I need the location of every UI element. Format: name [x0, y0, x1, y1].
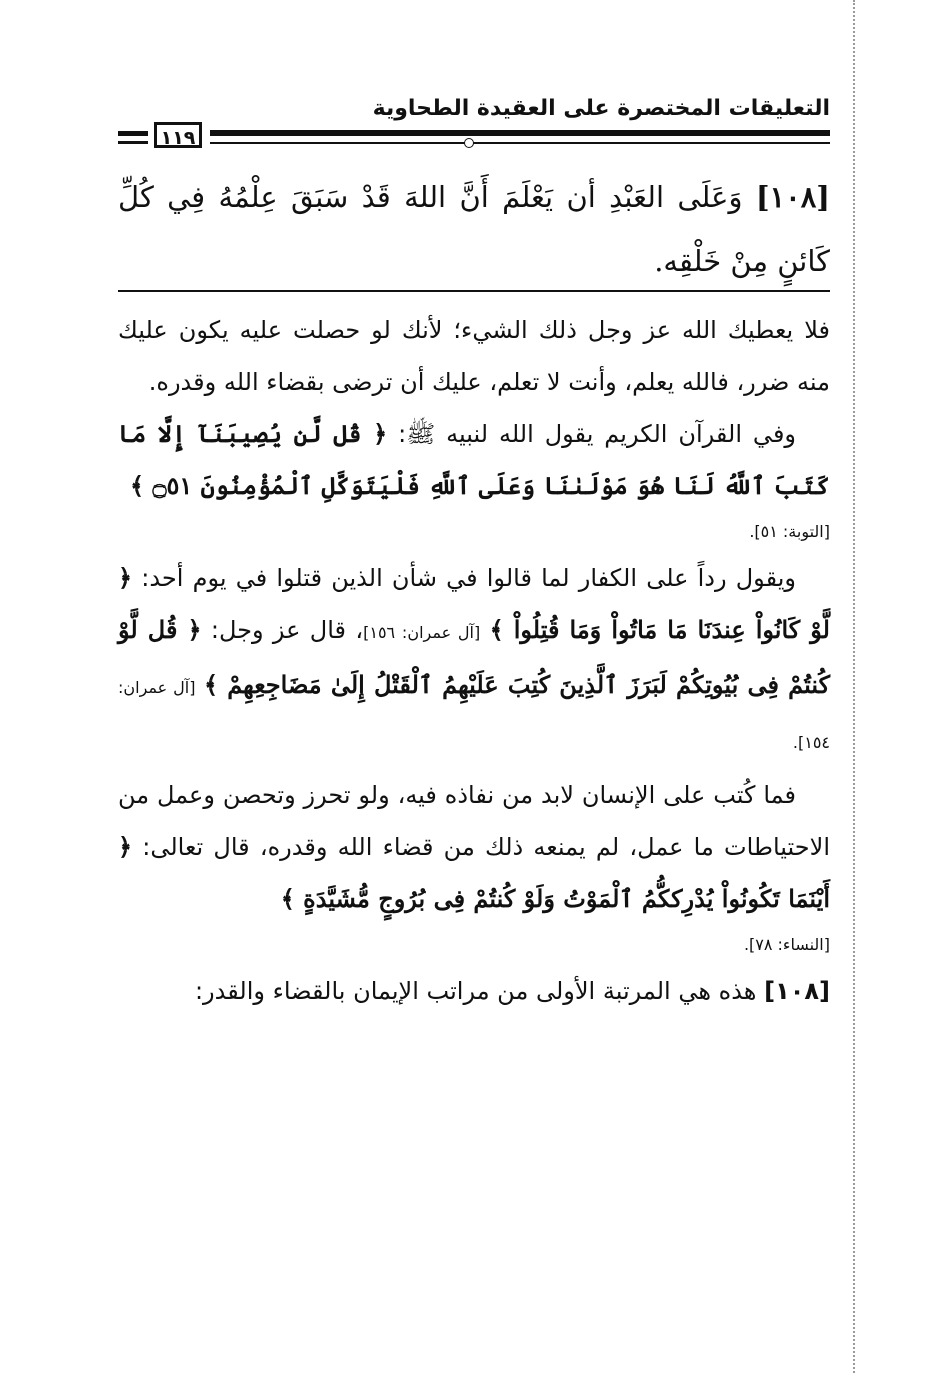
verse-reference-nisa: [النساء: ٧٨].	[743, 935, 830, 954]
paragraph-2	[118, 408, 830, 512]
header-ornament-icon	[464, 138, 474, 148]
paragraph-4	[118, 769, 830, 925]
paragraph-3-intro: ويقول رداً على الكفار لما قالوا في شأن الذين قتلوا في يوم أحد:	[141, 564, 796, 592]
commentary-body	[118, 304, 830, 1017]
page-edge-dotted-line	[853, 0, 855, 1373]
quran-verse-imran-156: ﴿ لَّوْ كَانُواْ عِندَنَا مَا مَاتُواْ وَمَا قُتِلُواْ ﴾	[118, 563, 830, 644]
matn-number: [١٠٨]	[755, 180, 831, 214]
paragraph-5-text: هذه هي المرتبة الأولى من مراتب الإيمان بالقضاء والقدر:	[194, 977, 757, 1005]
verse-reference-tawbah: [التوبة: ٥١].	[749, 522, 830, 541]
header-rule	[210, 130, 830, 136]
paragraph-3-mid: ، قال عز وجل:	[210, 616, 364, 644]
running-header-title: التعليقات المختصرة على العقيدة الطحاوية	[372, 96, 830, 121]
matn-separator	[118, 290, 830, 292]
page-number: ١١٩	[154, 122, 202, 148]
page-number-bar	[118, 131, 148, 136]
matn-text: وَعَلَى العَبْدِ أن يَعْلَمَ أَنَّ اللهَ قَدْ سَبَقَ عِلْمُهُ فِي كُلِّ كَائنٍ مِنْ خَلْقِه.	[118, 180, 830, 278]
paragraph-4-intro: فما كُتب على الإنسان لابد من نفاذه فيه، ولو تحرز وتحصن وعمل من الاحتياطات ما عمل، لم يمنعه ذلك من قضاء الله وقدره، قال تعالى:	[118, 781, 830, 861]
quran-verse-nisa: ﴿ أَيْنَمَا تَكُونُواْ يُدْرِككُّمُ ٱلْمَوْتُ وَلَوْ كُنتُمْ فِى بُرُوجٍ مُّشَيَّدَةٍ ﴾	[118, 832, 830, 913]
page-number-bar-thin	[118, 141, 148, 144]
matn-text-block	[118, 165, 830, 293]
paragraph-1: فلا يعطيك الله عز وجل ذلك الشيء؛ لأنك لو حصلت عليه يكون عليك منه ضرر، فالله يعلم، وأنت لا تعلم، عليك أن ترضى بقضاء الله وقدره.	[118, 316, 830, 396]
paragraph-5	[118, 965, 830, 1017]
paragraph-3	[118, 552, 830, 769]
paragraph-5-number: [١٠٨]	[764, 977, 830, 1005]
header-rule-thin	[210, 142, 830, 144]
verse-reference-imran-156: [آل عمران: ١٥٦]	[363, 623, 481, 642]
quran-verse-imran-154: ﴿ قُل لَّوْ كُنتُمْ فِى بُيُوتِكُمْ لَبَرَزَ ٱلَّذِينَ كُتِبَ عَلَيْهِمُ ٱلْقَتْلُ إِلَىٰ مَضَاجِعِهِمْ ﴾	[118, 615, 830, 699]
quran-verse-tawbah: ﴿ قُل لَّن يُصِيبَنَآ إِلَّا مَا كَتَبَ ٱللَّهُ لَنَا هُوَ مَوْلَىٰنَا وَعَلَى ٱللَّهِ فَلْيَتَوَكَّلِ ٱلْمُؤْمِنُونَ ۝٥١ ﴾	[118, 419, 830, 500]
verse-reference-imran-154: [آل عمران: ١٥٤].	[118, 678, 830, 752]
paragraph-2-intro: وفي القرآن الكريم يقول الله لنبيه ﷺ:	[398, 420, 797, 448]
